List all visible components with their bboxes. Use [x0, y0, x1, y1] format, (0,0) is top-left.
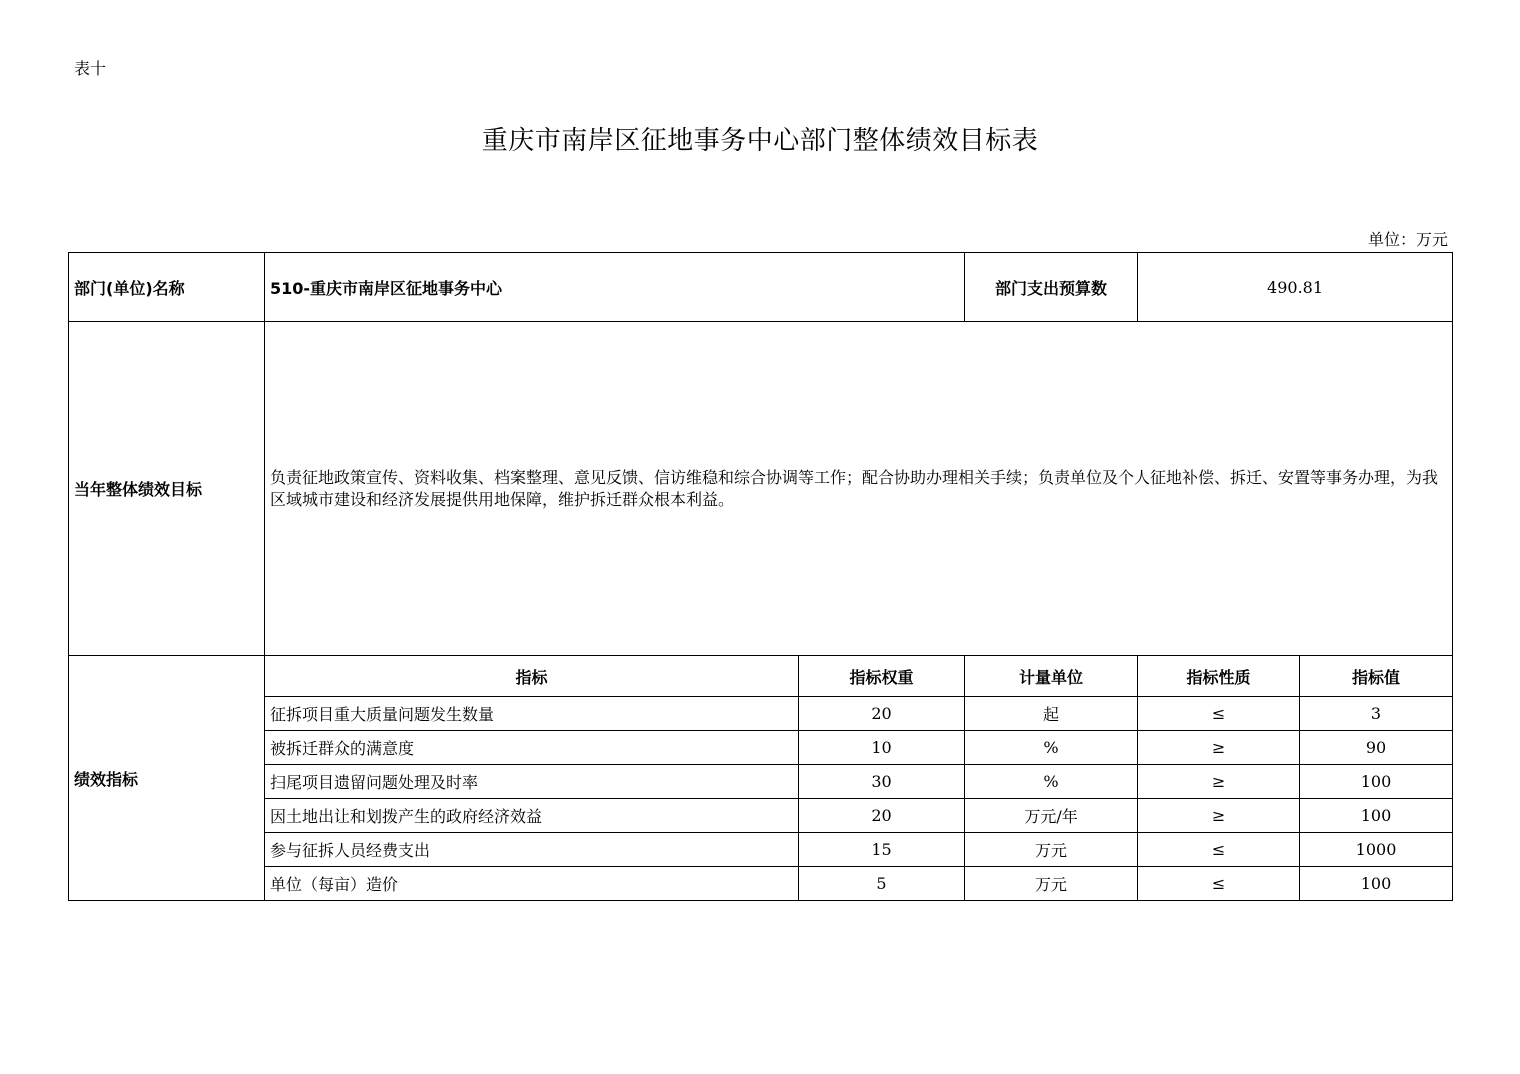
indicator-unit: 万元/年 [965, 799, 1138, 833]
indicator-name: 被拆迁群众的满意度 [265, 731, 799, 765]
indicator-unit: % [965, 765, 1138, 799]
performance-table [68, 252, 1453, 901]
indicator-value: 100 [1300, 765, 1453, 799]
indicator-header-row [69, 656, 1453, 697]
indicator-value: 100 [1300, 799, 1453, 833]
indicator-nature: ≥ [1138, 731, 1300, 765]
indicator-value: 100 [1300, 867, 1453, 901]
indicator-nature: ≤ [1138, 867, 1300, 901]
indicators-label: 绩效指标 [69, 656, 265, 901]
table-row [69, 731, 1453, 765]
page-title: 重庆市南岸区征地事务中心部门整体绩效目标表 [481, 126, 1039, 156]
goal-text: 负责征地政策宣传、资料收集、档案整理、意见反馈、信访维稳和综合协调等工作；配合协助办理相关手续；负责单位及个人征地补偿、拆迁、安置等事务办理，为我区域城市建设和经济发展提供用地保障，维护拆迁群众根本利益。 [265, 322, 1453, 656]
indicator-unit: % [965, 731, 1138, 765]
indicator-nature: ≤ [1138, 697, 1300, 731]
indicator-unit: 起 [965, 697, 1138, 731]
document-label: 表十 [74, 59, 107, 78]
indicator-weight: 20 [799, 799, 965, 833]
table-row [69, 799, 1453, 833]
dept-row [69, 253, 1453, 322]
indicator-value: 1000 [1300, 833, 1453, 867]
indicator-nature: ≤ [1138, 833, 1300, 867]
indicator-value: 3 [1300, 697, 1453, 731]
table-row [69, 697, 1453, 731]
indicator-name: 扫尾项目遗留问题处理及时率 [265, 765, 799, 799]
header-indicator: 指标 [265, 656, 799, 697]
indicator-name: 因土地出让和划拨产生的政府经济效益 [265, 799, 799, 833]
indicator-unit: 万元 [965, 867, 1138, 901]
indicator-name: 参与征拆人员经费支出 [265, 833, 799, 867]
table-row [69, 833, 1453, 867]
indicator-weight: 20 [799, 697, 965, 731]
indicator-value: 90 [1300, 731, 1453, 765]
header-unit: 计量单位 [965, 656, 1138, 697]
header-value: 指标值 [1300, 656, 1453, 697]
budget-label: 部门支出预算数 [965, 253, 1138, 322]
indicator-name: 征拆项目重大质量问题发生数量 [265, 697, 799, 731]
header-nature: 指标性质 [1138, 656, 1300, 697]
header-weight: 指标权重 [799, 656, 965, 697]
indicator-weight: 30 [799, 765, 965, 799]
indicator-weight: 10 [799, 731, 965, 765]
goal-label: 当年整体绩效目标 [69, 322, 265, 656]
indicator-nature: ≥ [1138, 799, 1300, 833]
indicator-weight: 5 [799, 867, 965, 901]
dept-name-label: 部门(单位)名称 [69, 253, 265, 322]
goal-row [69, 322, 1453, 656]
unit-note: 单位：万元 [1367, 230, 1448, 249]
dept-name-value: 510-重庆市南岸区征地事务中心 [265, 253, 965, 322]
budget-value: 490.81 [1138, 253, 1453, 322]
indicator-nature: ≥ [1138, 765, 1300, 799]
table-row [69, 765, 1453, 799]
indicator-name: 单位（每亩）造价 [265, 867, 799, 901]
table-row [69, 867, 1453, 901]
indicator-unit: 万元 [965, 833, 1138, 867]
indicator-weight: 15 [799, 833, 965, 867]
